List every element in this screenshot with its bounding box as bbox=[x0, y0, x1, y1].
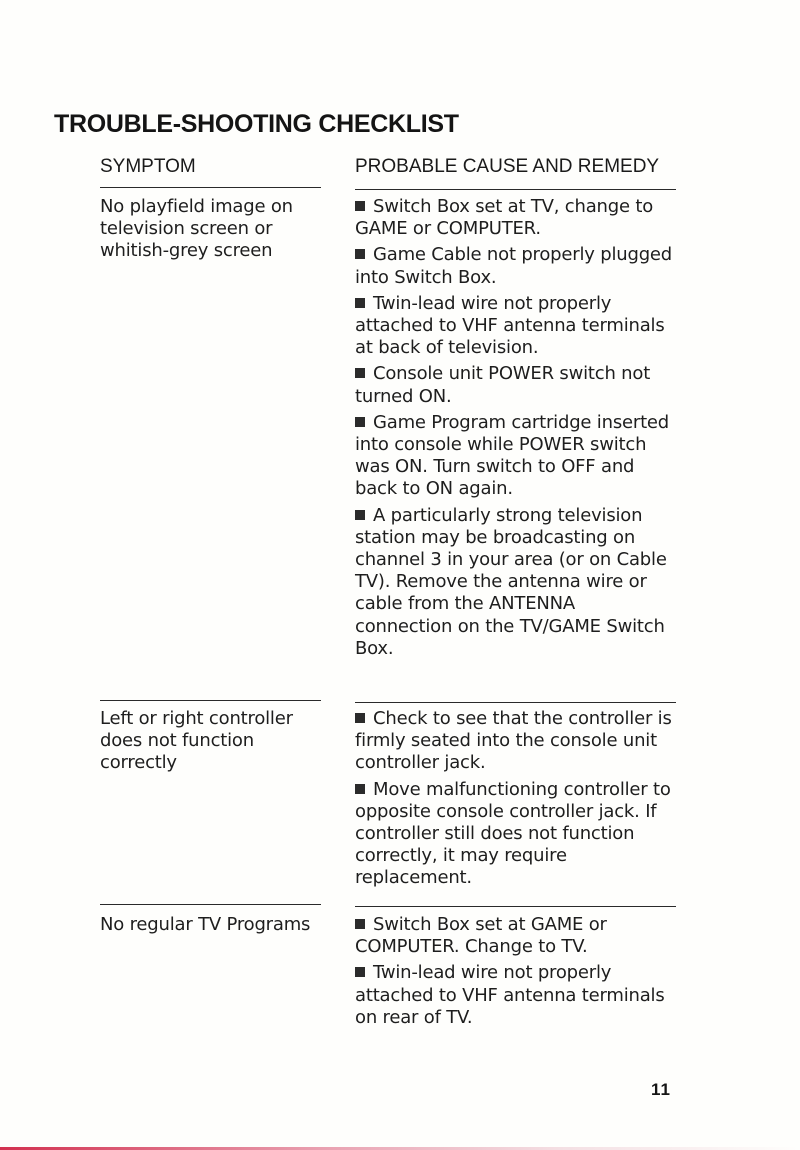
remedy-item bbox=[355, 962, 675, 1029]
remedy-list bbox=[355, 914, 675, 1033]
remedy-text: Console unit POWER switch not turned ON. bbox=[355, 363, 651, 407]
remedy-text: Game Cable not properly plugged into Switch Box. bbox=[355, 244, 673, 288]
remedy-text: Game Program cartridge inserted into console while POWER switch was ON. Turn switch to OFF and back to ON again. bbox=[355, 411, 670, 500]
remedy-text: Twin-lead wire not properly attached to VHF antenna terminals at back of television. bbox=[355, 292, 665, 359]
square-bullet-icon bbox=[355, 510, 365, 520]
symptom-text: No playfield image on television screen or whitish-grey screen bbox=[100, 196, 293, 262]
remedy-item bbox=[355, 244, 675, 288]
remedy-item bbox=[355, 363, 675, 407]
remedy-text: Switch Box set at GAME or COMPUTER. Change to TV. bbox=[355, 914, 607, 958]
remedy-item bbox=[355, 505, 675, 660]
remedy-item bbox=[355, 293, 675, 360]
square-bullet-icon bbox=[355, 713, 365, 723]
row-divider-cause bbox=[355, 906, 676, 907]
square-bullet-icon bbox=[355, 201, 365, 211]
remedy-list bbox=[355, 708, 675, 894]
row-divider-symptom bbox=[100, 700, 321, 701]
remedy-text: Move malfunctioning controller to opposite console controller jack. If controller still does not function correctly, it may require replacement. bbox=[355, 778, 671, 889]
header-divider-symptom bbox=[100, 187, 321, 188]
symptom-column-header: SYMPTOM bbox=[100, 156, 196, 177]
remedy-text: A particularly strong television station may be broadcasting on channel 3 in your area (or on Cable TV). Remove the antenna wire or cable from the ANTENNA connection on the TV/GAME Switch Box. bbox=[355, 504, 667, 659]
square-bullet-icon bbox=[355, 249, 365, 259]
page-number: 11 bbox=[651, 1080, 671, 1099]
square-bullet-icon bbox=[355, 967, 365, 977]
remedy-text: Twin-lead wire not properly attached to VHF antenna terminals on rear of TV. bbox=[355, 962, 665, 1028]
remedy-item bbox=[355, 412, 675, 501]
square-bullet-icon bbox=[355, 784, 365, 794]
remedy-text: Switch Box set at TV, change to GAME or COMPUTER. bbox=[355, 196, 654, 240]
remedy-item bbox=[355, 914, 675, 958]
symptom-text: Left or right controller does not function correctly bbox=[100, 708, 293, 774]
header-divider-cause bbox=[355, 189, 676, 190]
remedy-text: Check to see that the controller is firmly seated into the console unit controller jack. bbox=[355, 708, 672, 774]
square-bullet-icon bbox=[355, 919, 365, 929]
remedy-item bbox=[355, 779, 675, 890]
remedy-list bbox=[355, 196, 675, 664]
remedy-item bbox=[355, 196, 675, 240]
remedy-item bbox=[355, 708, 675, 775]
row-divider-cause bbox=[355, 702, 676, 703]
page-title: TROUBLE-SHOOTING CHECKLIST bbox=[54, 110, 459, 138]
square-bullet-icon bbox=[355, 298, 365, 308]
symptom-text: No regular TV Programs bbox=[100, 914, 311, 935]
square-bullet-icon bbox=[355, 417, 365, 427]
row-divider-symptom bbox=[100, 904, 321, 905]
square-bullet-icon bbox=[355, 368, 365, 378]
cause-column-header: PROBABLE CAUSE AND REMEDY bbox=[355, 156, 660, 177]
